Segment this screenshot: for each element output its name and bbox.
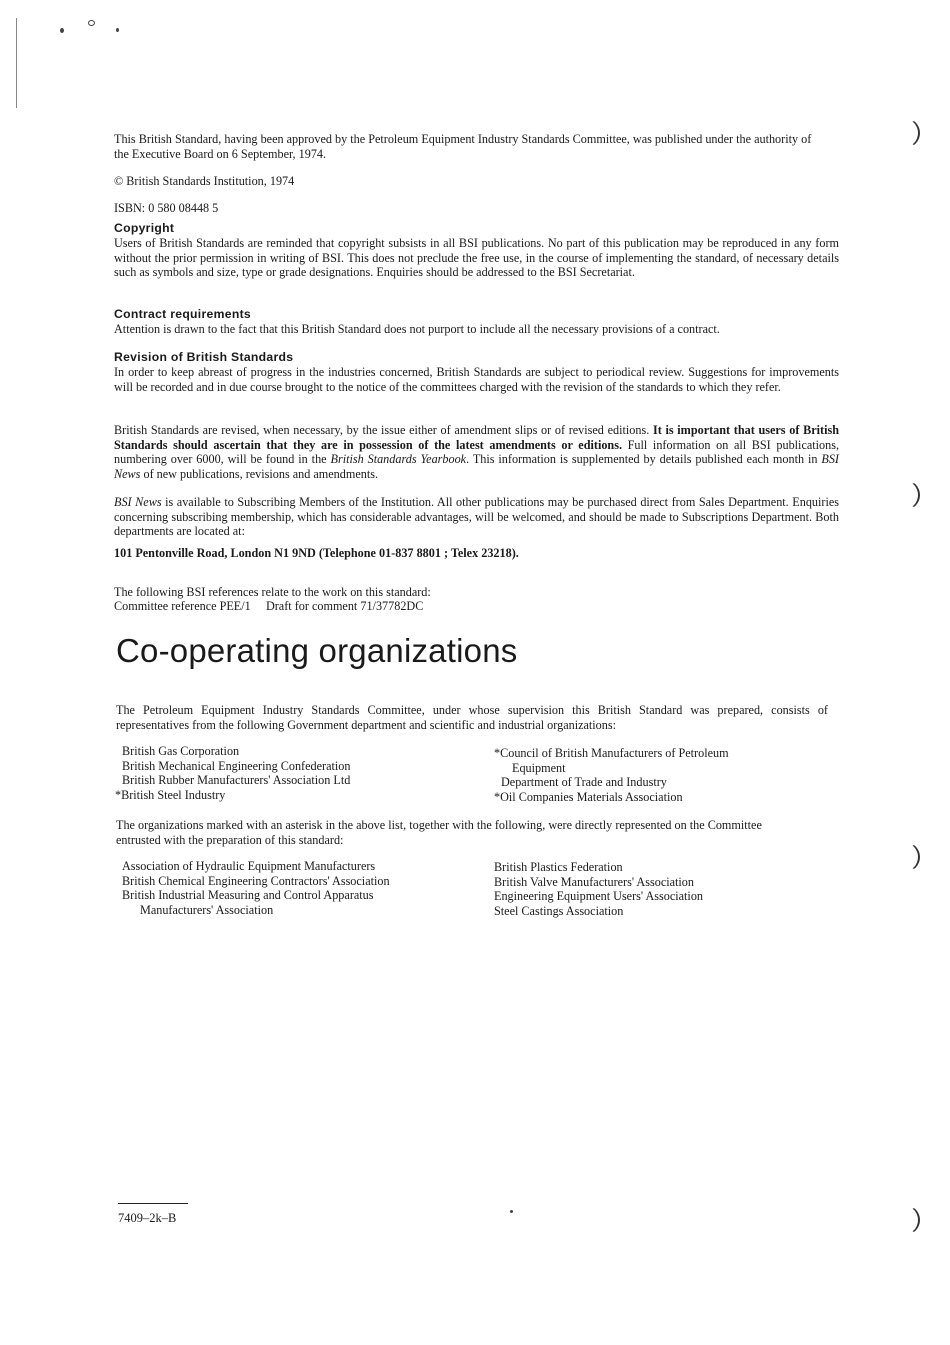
- punch-hole-mark: [896, 480, 920, 510]
- list-item: *British Steel Industry: [115, 787, 226, 802]
- list-item: British Gas Corporation: [122, 744, 240, 758]
- copyright-heading: Copyright: [114, 221, 175, 235]
- punch-hole-mark: [896, 118, 920, 148]
- footer-rule: [118, 1203, 188, 1204]
- list-item: Steel Castings Association: [494, 903, 624, 918]
- revision-text: of new publications, revisions and amendments.: [140, 466, 379, 481]
- copyright-notice: © British Standards Institution, 1974: [114, 174, 295, 188]
- organizations-title: Co-operating organizations: [116, 632, 518, 669]
- contract-heading: Contract requirements: [114, 307, 252, 321]
- list-item: British Plastics Federation: [494, 860, 623, 874]
- bsi-news-text: is available to Subscribing Members of the Institution. All other publications may be purchased direct from Sales Department. Enquiries concerning subscribing membership, which has considerable advantages, will be welcomed, and should be made to Subscriptions Department. Both departments are located at:: [114, 495, 839, 538]
- list-item: British Mechanical Engineering Confederation: [122, 758, 351, 773]
- punch-hole-mark: [896, 842, 920, 872]
- organizations-left-list-2: [122, 859, 390, 917]
- revision-text: . This information is supplemented by details published each month in: [466, 452, 822, 466]
- list-item: British Rubber Manufacturers' Association Ltd: [122, 773, 351, 787]
- copyright-body: Users of British Standards are reminded that copyright subsists in all BSI publications. No part of this publication may be reproduced in any form without the prior permission in writing of BSI. This does not preclude the free use, in the course of implementing the standard, of necessary details such as symbols and size, type or grade designations. Enquiries should be addressed to the BSI Secretariat.: [114, 236, 839, 279]
- bsi-news-title: BSI News: [114, 452, 839, 481]
- approval-statement: This British Standard, having been approved by the Petroleum Equipment Industry Standards Committee, was published under the authority of the Executive Board on 6 September, 1974.: [114, 132, 812, 161]
- list-item: British Valve Manufacturers' Association: [494, 874, 694, 889]
- list-item: Association of Hydraulic Equipment Manufacturers: [122, 859, 376, 873]
- scan-edge-line: [16, 18, 17, 108]
- organizations-intro: The Petroleum Equipment Industry Standards Committee, under whose supervision this British Standard was prepared, consists of representatives from the following Government department and scientific and industrial organizations:: [116, 703, 828, 732]
- list-item: Engineering Equipment Users' Association: [494, 889, 704, 903]
- yearbook-title: British Standards Yearbook: [330, 452, 467, 466]
- list-item: *Oil Companies Materials Association: [494, 789, 683, 804]
- list-item: Department of Trade and Industry: [501, 775, 667, 789]
- list-item: Equipment: [512, 760, 566, 775]
- revision-body-1: In order to keep abreast of progress in the industries concerned, British Standards are subject to periodical review. Suggestions for improvements will be recorded and in due course brought to the notice of the committees charged with the revision of the standards to which they refer.: [114, 365, 839, 394]
- bsi-news-title: BSI News: [114, 495, 162, 509]
- revision-important-text: It is important that users of British Standards should ascertain that they are in possession of the latest amendments or editions.: [114, 423, 839, 452]
- scan-speck: [510, 1210, 513, 1213]
- contract-body: Attention is drawn to the fact that this British Standard does not purport to include all the necessary provisions of a contract.: [114, 322, 720, 336]
- footer-code: 7409–2k–B: [118, 1211, 177, 1225]
- organizations-left-list: [115, 744, 351, 802]
- isbn: ISBN: 0 580 08448 5: [114, 201, 219, 215]
- punch-hole-mark: [896, 1205, 920, 1235]
- revision-text: Full information on all BSI publications, numbering over 6000, will be found in the: [114, 437, 840, 466]
- list-item: British Industrial Measuring and Control Apparatus: [122, 888, 374, 902]
- revision-text: British Standards are revised, when necessary, by the issue either of amendment slips or of revised editions.: [114, 423, 653, 437]
- references-line-2: Committee reference PEE/1 Draft for comment 71/37782DC: [114, 599, 424, 613]
- scan-speck: [60, 28, 64, 33]
- list-item: Manufacturers' Association: [140, 902, 274, 917]
- organizations-right-list-2: [494, 860, 703, 918]
- list-item: *Council of British Manufacturers of Petroleum: [494, 746, 729, 760]
- bsi-news-paragraph: [114, 495, 839, 539]
- list-item: British Chemical Engineering Contractors' Association: [122, 873, 390, 888]
- organizations-right-list: [494, 746, 729, 804]
- scan-speck: [88, 20, 95, 26]
- references-line-1: The following BSI references relate to the work on this standard:: [114, 585, 431, 599]
- bsi-address: 101 Pentonville Road, London N1 9ND (Telephone 01-837 8801 ; Telex 23218).: [114, 546, 519, 560]
- revision-body-2: [114, 423, 839, 481]
- scan-speck: [116, 28, 119, 32]
- revision-heading: Revision of British Standards: [114, 350, 294, 364]
- organizations-note: The organizations marked with an asterisk in the above list, together with the following, were directly represented on the Committee entrusted with the preparation of this standard:: [116, 818, 762, 847]
